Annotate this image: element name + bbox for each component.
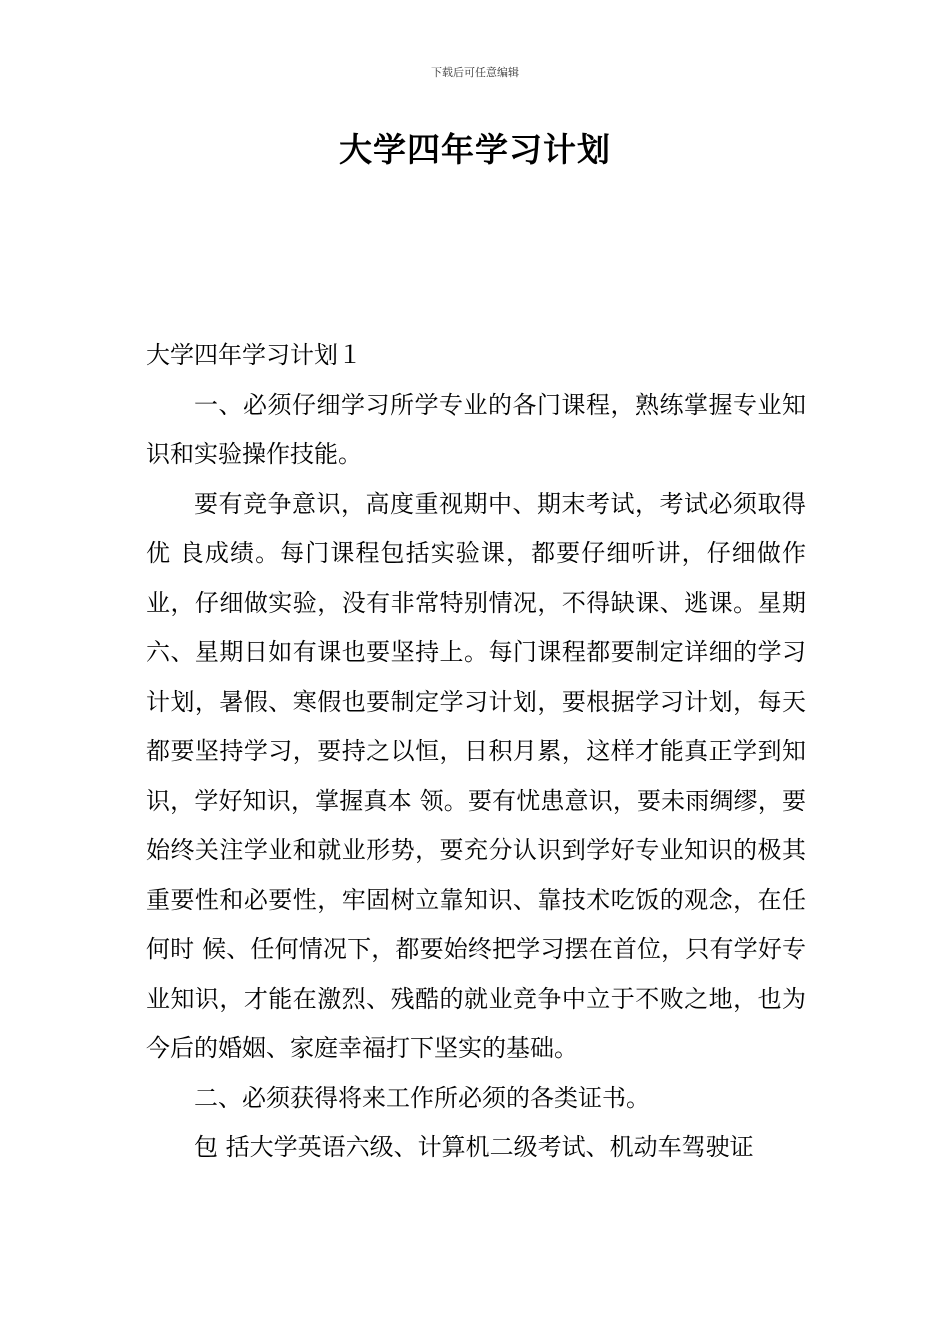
body-paragraph-4: 包 括大学英语六级、计算机二级考试、机动车驾驶证: [194, 1133, 754, 1161]
body-paragraph-2: 要有竞争意识，高度重视期中、期末考试，考试必须取得优 良成绩。每门课程包括实验课，都要仔细听讲，仔细做作业，仔细做实验，没有非常特别情况，不得缺课、逃课。星期六、星期日如有课也要坚持上。每门课程都要制定详细的学习计划，暑假、寒假也要制定学习计划，要根据学习计划，每天都要坚持学习，要持之以恒，日积月累，这样才能真正学到知识，学好知识，掌握真本 领。要有忧患意识，要未雨绸缪，要始终关注学业和就业形势，要充分认识到学好专业知识的极其重要性和必要性，牢固树立靠知识、靠技术吃饭的观念，在任何时 候、任何情况下，都要始终把学习摆在首位，只有学好专业知识，才能在激烈、残酷的就业竞争中立于不败之地，也为今后的婚姻、家庭幸福打下坚实的基础。: [146, 489, 806, 1062]
section-heading: 大学四年学习计划１: [146, 341, 362, 369]
document-body: [146, 331, 806, 1173]
body-paragraph-1: 一、必须仔细学习所学专业的各门课程，熟练掌握专业知识和实验操作技能。: [146, 390, 806, 468]
body-paragraph-3: 二、必须获得将来工作所必须的各类证书。: [194, 1083, 650, 1112]
header-note: 下载后可任意编辑: [431, 66, 519, 79]
document-title: 大学四年学习计划: [339, 130, 611, 169]
